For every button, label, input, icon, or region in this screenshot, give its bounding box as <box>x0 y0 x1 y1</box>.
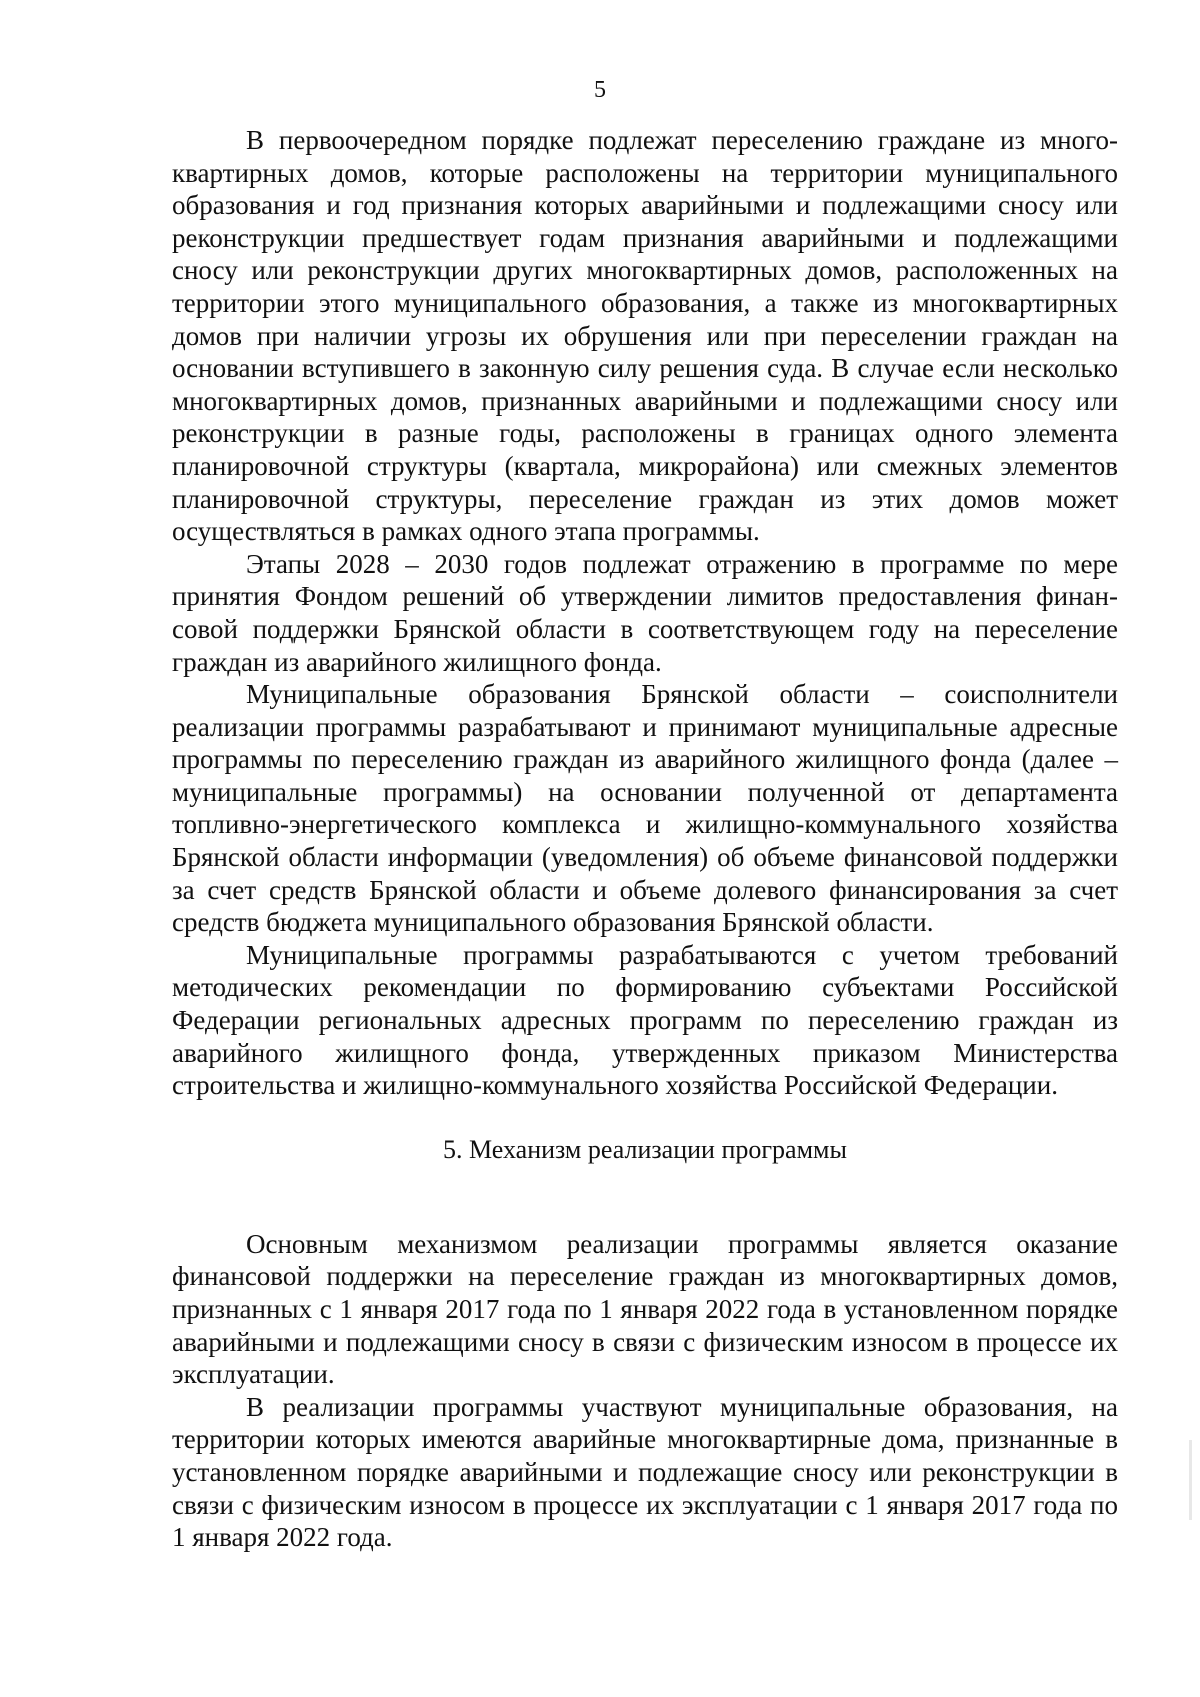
document-body <box>172 124 1118 1554</box>
paragraph-participating-municipalities: В реализации программы участвуют муниципальные образования, на территории которых имеются аварийные многоквартирные дома, признанные в установленном порядке аварийными и подлежащие сносу или реконструкции в связи с физическим износом в процессе их эксплуатации с 1 января 2017 года по 1 января 2022 года. <box>172 1391 1118 1553</box>
paragraph-main-mechanism: Основным механизмом реализации программы является оказание финансовой поддержки на переселение граждан из многоквартирных домов, признанных с 1 января 2017 года по 1 января 2022 года в установленном порядке аварийными и подлежащими сносу в связи с физическим износом в процессе их эксплуатации. <box>172 1228 1118 1390</box>
scan-edge-mark <box>1189 1440 1192 1520</box>
page-number: 5 <box>594 77 606 103</box>
section-heading: 5. Механизм реализации программы <box>443 1134 847 1164</box>
paragraph-municipal-programs-development: Муниципальные образования Брянской области – соисполнители реализации программы разрабатывают и принимают муниципальные адресные программы по переселению граждан из аварийного жилищного фонда (далее – муниципальные программы) на основании полученной от департамента топливно-энергетического комплекса и жилищно-коммунального хозяйства Брянской области информации (уведомления) об объеме финансовой поддержки за счет средств Брянской области и объеме долевого финансирования за счет средств бюджета муниципального образования Брянской области. <box>172 679 1118 938</box>
paragraph-first-priority-resettlement: В первоочередном порядке подлежат переселению граждане из многоквартирных домов, которые расположены на территории муниципального образования и год признания которых аварийными и подлежащими сносу или реконструкции предшествует годам признания аварийными и подлежащими сносу или реконструкции других многоквартирных домов, расположенных на территории этого муниципального образования, а также из многоквартирных домов при наличии угрозы их обрушения или при переселении граждан на основании вступившего в законную силу решения суда. В случае если несколько многоквартирных домов, признанных аварийными и подлежащими сносу или реконструкции в разные годы, расположены в границах одного элемента планировочной структуры (квартала, микрорайона) или смежных элементов планировочной структуры, переселение граждан из этих домов может осуществляться в рамках одного этапа программы. <box>172 125 1118 547</box>
paragraph-stages-2028-2030: Этапы 2028 – 2030 годов подлежат отражению в программе по мере принятия Фондом решений об утверждении лимитов предоставления финансовой поддержки Брянской области в соответствующем году на переселение граждан из аварийного жилищного фонда. <box>172 548 1118 677</box>
paragraph-methodical-recommendations: Муниципальные программы разрабатываются с учетом требований методических рекомендации по формированию субъектами Российской Федерации региональных адресных программ по переселению граждан из аварийного жилищного фонда, утвержденных приказом Министерства строительства и жилищно-коммунального хозяйства Российской Федерации. <box>172 939 1118 1101</box>
